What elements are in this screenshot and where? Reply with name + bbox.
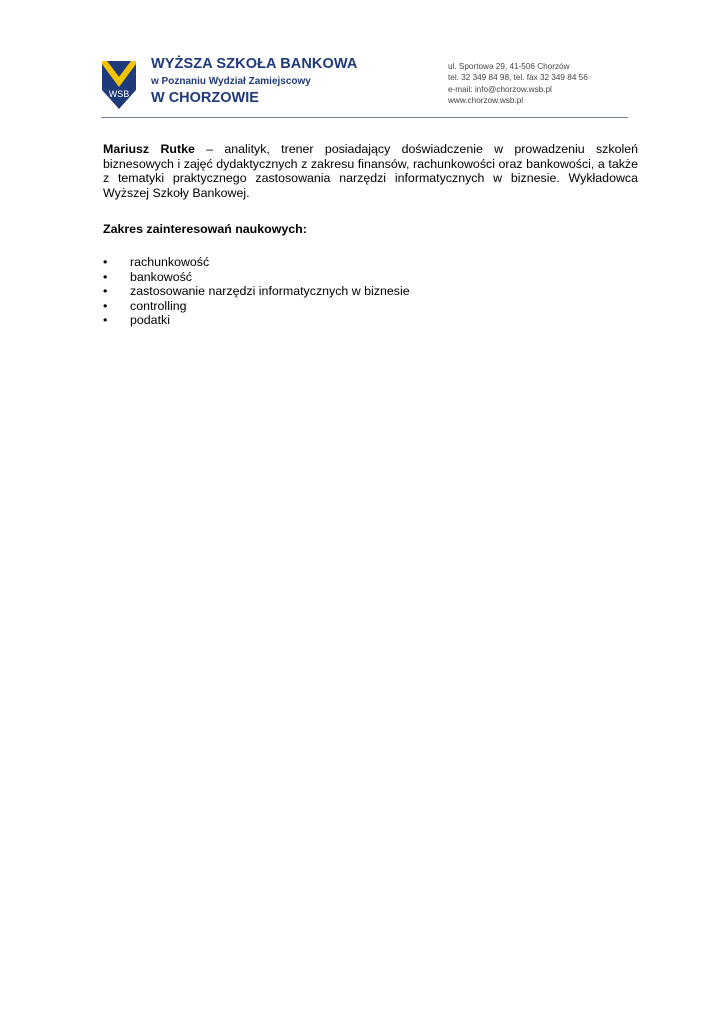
school-name-line1: WYŻSZA SZKOŁA BANKOWA — [151, 56, 358, 72]
section-title: Zakres zainteresowań naukowych: — [103, 222, 307, 237]
bio-text: – analityk, trener posiadający doświadczenie w prowadzeniu szkoleń biznesowych i zajęć dydaktycznych z zakresu finansów, rachunkowości oraz bankowości, a także z tematyki praktycznego zastosowania narzędzi informatycznych w biznesie. Wykładowca Wyższej Szkoły Bankowej. — [103, 142, 638, 200]
school-name-line2: w Poznaniu Wydział Zamiejscowy — [151, 75, 311, 87]
letterhead — [0, 0, 725, 120]
bio-paragraph — [103, 142, 638, 200]
contact-phone: tel. 32 349 84 98, tel. fax 32 349 84 56 — [448, 73, 588, 83]
document-body — [103, 142, 638, 328]
list-item-text: controlling — [130, 298, 187, 313]
contact-info — [448, 61, 588, 107]
list-item — [103, 270, 638, 285]
contact-address: ul. Sportowa 29, 41-506 Chorzów — [448, 62, 570, 71]
list-item — [103, 299, 638, 314]
school-name-line3: W CHORZOWIE — [151, 89, 259, 106]
logo-text: WSB — [108, 89, 130, 99]
bullet-icon: • — [103, 313, 108, 328]
bullet-icon: • — [103, 298, 108, 313]
interests-list — [103, 255, 638, 328]
bullet-icon: • — [103, 284, 108, 299]
bio-name: Mariusz Rutke — [103, 142, 195, 156]
bullet-icon: • — [103, 269, 108, 284]
list-item-text: podatki — [130, 313, 170, 328]
list-item — [103, 284, 638, 299]
header-divider — [101, 117, 628, 118]
list-item — [103, 313, 638, 328]
contact-email: e-mail: info@chorzow.wsb.pl — [448, 84, 552, 94]
list-item-text: rachunkowość — [130, 254, 210, 269]
school-name — [151, 57, 357, 105]
list-item-text: bankowość — [130, 269, 192, 284]
contact-website: www.chorzow.wsb.pl — [448, 96, 524, 106]
bullet-icon: • — [103, 254, 108, 269]
wsb-logo — [101, 60, 137, 110]
list-item-text: zastosowanie narzędzi informatycznych w biznesie — [130, 284, 410, 299]
list-item — [103, 255, 638, 270]
